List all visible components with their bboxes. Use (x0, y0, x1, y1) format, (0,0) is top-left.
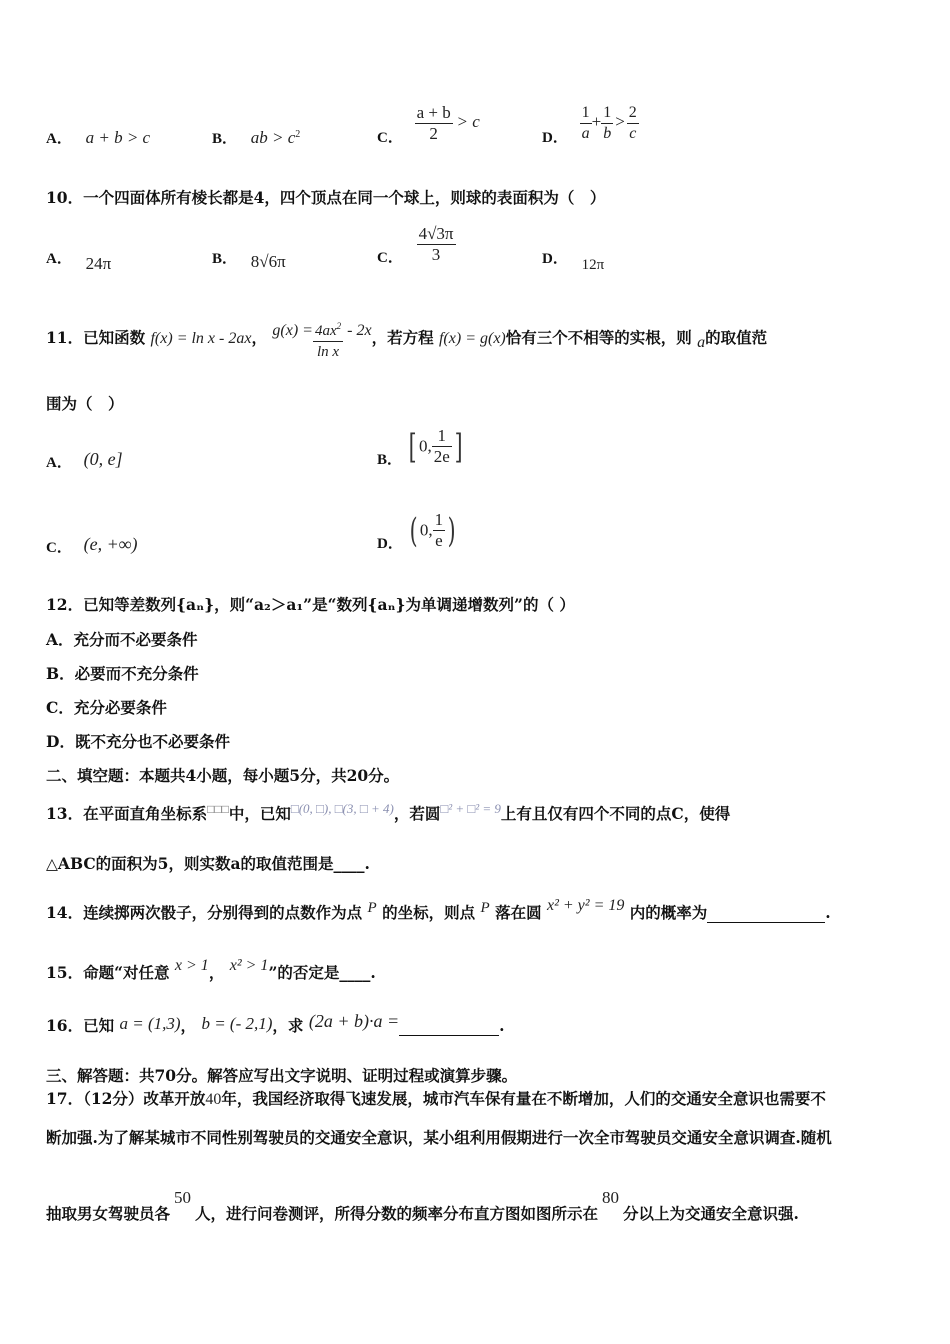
q17-text-3b: 人，进行问卷测评，所得分数的频率分布直方图如图所示在 (195, 1204, 599, 1223)
q11-option-c-expr: (e, +∞) (83, 534, 138, 554)
q14-point-p-2: P (480, 900, 490, 916)
q10-option-a (46, 247, 112, 273)
q17-text-1a: 17．（12分）改革开放 (46, 1089, 206, 1108)
q15-condition-2: x² > 1 (229, 957, 269, 974)
section-2-heading: 二、填空题：本题共4小题，每小题5分，共20分。 (46, 766, 400, 785)
q9-option-a-expr: a + b > c (85, 128, 151, 147)
q9-option-d-n3: 2 (627, 103, 639, 124)
q15-comma: ， (208, 963, 225, 982)
q11-g-num: 4ax (314, 323, 337, 339)
q10-stem: 10．一个四面体所有棱长都是4，四个顶点在同一个球上，则球的表面积为（ ） (46, 188, 606, 207)
q9-option-d-n1: 1 (580, 103, 592, 124)
q14-point-p-1: P (367, 900, 377, 916)
q14-text-3: 落在圆 (495, 903, 542, 922)
q11-option-d (377, 508, 458, 553)
q9-option-a (46, 127, 150, 148)
q11-option-b-rbracket: ] (454, 426, 463, 467)
q13-circle-eq: □² + □² = 9 (440, 801, 501, 816)
q10-option-b-expr: 8√6π (250, 252, 286, 271)
q13-text-1: 13．在平面直角坐标系 (46, 804, 208, 823)
q11-option-a (46, 451, 123, 472)
q13-points: □(0, □), □(3, □ + 4) (290, 801, 394, 816)
q13-text-3: ，若圆 (393, 804, 441, 823)
q11-g-den: ln x (317, 344, 340, 360)
q10-option-c (377, 222, 456, 267)
q11-equation: f(x) = g(x) (438, 330, 506, 347)
q17-line-2: 断加强.为了解某城市不同性别驾驶员的交通安全意识，某小组利用假期进行一次全市驾驶员交通安全意识调查.随机 (46, 1128, 832, 1147)
q15-condition-1: x > 1 (174, 957, 209, 974)
q11-option-b-pre: 0, (419, 436, 432, 456)
q11-option-d-pre: 0, (419, 520, 433, 540)
q15-text-2: ”的否定是____. (268, 963, 376, 982)
q9-option-d-label: D． (542, 130, 568, 146)
q10-option-a-label: A． (46, 251, 72, 267)
q14-answer-blank (707, 903, 825, 923)
q17-number-50: 50 (174, 1188, 192, 1207)
q9-option-c-den: 2 (429, 124, 438, 143)
q17-text-1b: 年，我国经济取得飞速发展，城市汽车保有量在不断增加，人们的交通安全意识也需要不 (221, 1089, 826, 1108)
q14-circle-eq: x² + y² = 19 (546, 897, 625, 914)
q12-stem: 12．已知等差数列{aₙ}，则“a₂＞a₁”是“数列{aₙ}为单调递增数列”的（ ） (46, 595, 575, 614)
q10-option-c-den: 3 (431, 245, 441, 264)
q10-option-b (212, 247, 286, 271)
q11-text-2: ，若方程 (371, 328, 434, 347)
q17-line-1 (46, 1087, 826, 1109)
q9-option-c-num: a + b (416, 103, 451, 122)
q10-option-a-expr: 24π (85, 254, 112, 273)
q11-g-fraction (313, 316, 343, 362)
q9-option-d-d1: a (581, 125, 590, 142)
section-3-heading: 三、解答题：共70分。解答应写出文字说明、证明过程或演算步骤。 (46, 1066, 518, 1085)
q9-option-d-d2: b (603, 125, 612, 142)
q9-option-b-expr: ab > c (250, 128, 296, 147)
q9-option-c-label: C． (377, 130, 403, 146)
q11-f-expr: f(x) = ln x - 2ax (150, 330, 252, 347)
q11-stem (46, 306, 768, 360)
q11-text-3: 恰有三个不相等的实根，则 (505, 328, 692, 347)
q15-text-1: 15．命题“对任意 (46, 963, 170, 982)
q16-vector-a: a = (1,3) (119, 1014, 181, 1033)
q11-option-a-label: A． (46, 455, 72, 471)
q11-option-b-num: 1 (432, 426, 452, 447)
q11-option-b-den: 2e (433, 447, 450, 466)
q16-answer-blank (399, 1016, 499, 1036)
q11-option-b-label: B． (377, 452, 403, 468)
q17-text-3c: 分以上为交通安全意识强. (623, 1204, 799, 1223)
q9-option-d-n2: 1 (601, 103, 613, 124)
q13-text-2: 中，已知 (228, 804, 291, 823)
q9-option-d-frac3 (627, 103, 639, 144)
q16-expression: (2a + b)·a = (308, 1011, 400, 1031)
q10-option-d (542, 247, 605, 273)
q16-end: . (499, 1016, 505, 1035)
q11-option-c-label: C． (46, 540, 72, 556)
q11-option-d-fraction (433, 510, 446, 551)
q15-stem (46, 957, 376, 983)
q11-g-lhs: g(x) = (272, 322, 313, 339)
q11-text-4: 的取值范 (705, 328, 768, 347)
q12-option-a: A．充分而不必要条件 (46, 630, 198, 649)
q16-text-2: ，求 (272, 1016, 304, 1035)
q11-option-c (46, 536, 138, 557)
q16-comma: ， (180, 1016, 197, 1035)
q9-option-d-plus: + (591, 111, 602, 131)
q9-option-c-rest: > c (456, 111, 480, 131)
q12-option-b: B．必要而不充分条件 (46, 664, 199, 683)
q11-option-b-fraction (432, 426, 452, 467)
q9-option-d-frac2 (601, 103, 613, 144)
q13-placeholder-box: □□□ (207, 802, 229, 816)
q10-option-c-num: 4√3π (418, 224, 454, 243)
q9-option-c-fraction (415, 103, 453, 144)
q9-option-d-d3: c (629, 125, 637, 142)
q11-option-b (377, 424, 465, 469)
q10-option-c-label: C． (377, 250, 403, 266)
q10-option-c-fraction (417, 224, 456, 265)
q11-line2: 围为（ ） (46, 394, 124, 413)
q9-option-c (377, 100, 480, 147)
q11-option-b-lbracket: [ (408, 426, 417, 467)
q13-stem (46, 801, 730, 824)
q11-comma: ， (251, 328, 267, 347)
q9-option-d (542, 100, 639, 147)
q16-vector-b: b = (- 2,1) (201, 1014, 273, 1033)
q9-option-d-frac1 (580, 103, 592, 144)
q9-option-d-gt: > (615, 111, 625, 131)
q14-text-1: 14．连续掷两次骰子，分别得到的点数作为点 (46, 903, 363, 922)
q9-option-b-sup: 2 (295, 129, 301, 140)
q9-option-b (212, 127, 300, 148)
q11-option-d-label: D． (377, 536, 403, 552)
q10-option-d-label: D． (542, 251, 568, 267)
q13-line2: △ABC的面积为5，则实数a的取值范围是____. (46, 854, 370, 873)
q13-text-4: 上有且仅有四个不同的点C，使得 (500, 804, 731, 823)
q10-option-d-expr: 12π (581, 257, 605, 273)
q14-end: . (825, 903, 831, 922)
q14-text-4: 内的概率为 (629, 903, 708, 922)
q11-g-rest: - 2x (347, 322, 372, 339)
q11-option-d-den: e (435, 531, 443, 550)
q11-option-d-lparen: ( (409, 510, 418, 551)
q11-g-sup: 2 (336, 321, 342, 331)
q11-var-a: a (697, 334, 706, 351)
q9-option-a-label: A． (46, 131, 72, 147)
q11-text-1: 11．已知函数 (46, 328, 146, 347)
q14-stem (46, 897, 831, 923)
q14-text-2: 的坐标，则点 (382, 903, 476, 922)
q12-option-c: C．充分必要条件 (46, 698, 167, 717)
q11-option-d-rparen: ) (447, 510, 456, 551)
q10-option-b-label: B． (212, 251, 238, 267)
q12-option-d: D．既不充分也不必要条件 (46, 732, 230, 751)
q17-number-80: 80 (602, 1188, 620, 1207)
q17-number-40: 40 (205, 1091, 222, 1108)
q11-option-a-expr: (0, e] (83, 449, 123, 469)
q17-text-3a: 抽取男女驾驶员各 (46, 1204, 171, 1223)
q17-line-3 (46, 1175, 799, 1223)
q9-option-b-label: B． (212, 131, 238, 147)
q16-stem (46, 1011, 505, 1036)
q11-option-d-num: 1 (434, 510, 444, 529)
q16-text-1: 16．已知 (46, 1016, 115, 1035)
